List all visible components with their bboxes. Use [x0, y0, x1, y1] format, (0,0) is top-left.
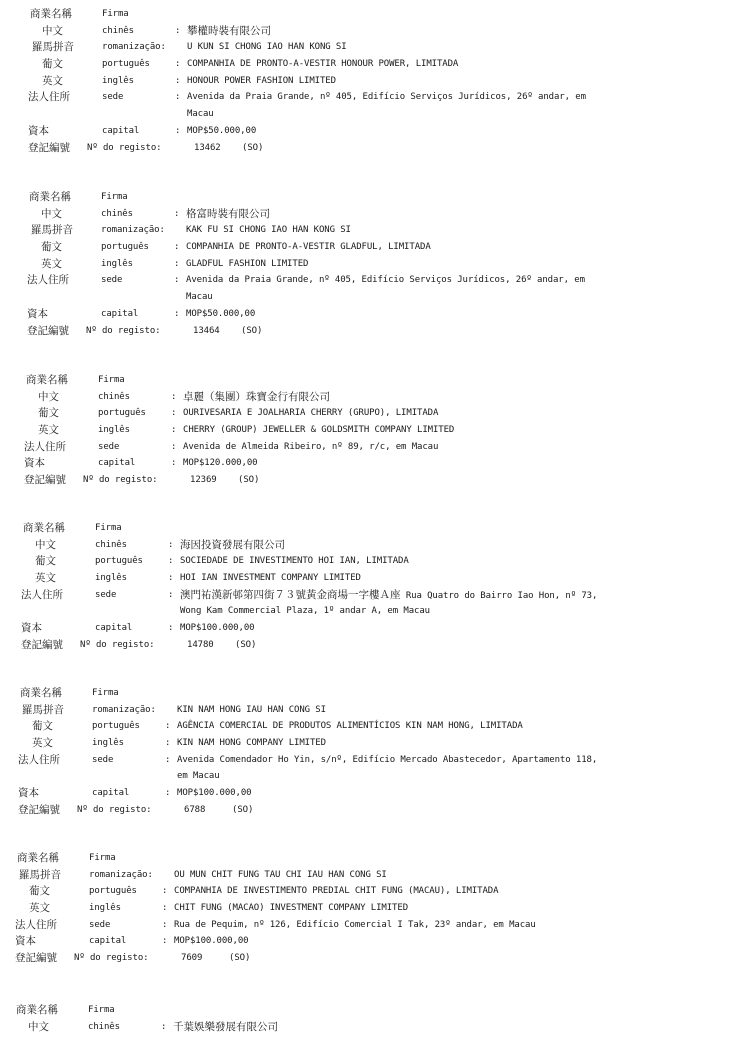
field-colon: : — [171, 391, 177, 402]
field-value — [187, 23, 271, 41]
field-row — [0, 735, 749, 752]
field-row — [0, 752, 749, 769]
field-label-pt: português — [101, 242, 149, 253]
field-row-continuation — [0, 106, 749, 123]
field-label-pt: capital — [101, 308, 139, 319]
firma-row — [0, 685, 749, 702]
field-value-chinese: 海因投資發展有限公司 — [180, 538, 285, 551]
field-label-zh: 英文 — [29, 902, 50, 915]
registo-row — [0, 140, 749, 157]
field-row — [0, 206, 749, 223]
field-colon: : — [168, 556, 174, 567]
field-label-zh: 羅馬拼音 — [19, 868, 61, 881]
company-entry — [0, 520, 749, 654]
registo-number: 13462 — [194, 142, 221, 153]
field-value — [174, 933, 248, 950]
field-colon: : — [171, 441, 177, 452]
registo-number: 14780 — [187, 639, 214, 650]
field-colon: : — [174, 208, 180, 219]
field-label-zh: 法人住所 — [27, 274, 69, 287]
field-value — [186, 272, 585, 289]
field-value-text: AGÊNCIA COMERCIAL DE PRODUTOS ALIMENTÍCIOS KIN NAM HONG, LIMITADA — [177, 721, 523, 732]
registo-row — [0, 950, 749, 967]
firma-label-zh: 商業名稱 — [29, 191, 71, 203]
field-colon: : — [162, 903, 168, 914]
field-value-text: KAK FU SI CHONG IAO HAN KONG SI — [186, 225, 351, 236]
field-row — [0, 933, 749, 950]
field-label-pt: inglês — [95, 573, 127, 584]
company-entry — [0, 372, 749, 489]
field-label-zh: 資本 — [28, 124, 49, 137]
field-row — [0, 553, 749, 570]
field-value — [183, 389, 330, 407]
field-colon: : — [162, 936, 168, 947]
company-entry — [0, 1002, 749, 1035]
field-value — [187, 39, 347, 56]
field-colon: : — [174, 308, 180, 319]
field-row — [0, 702, 749, 719]
field-value — [174, 883, 498, 900]
registo-label-zh: 登記編號 — [28, 141, 70, 154]
field-row — [0, 570, 749, 587]
firma-label-zh: 商業名稱 — [30, 8, 72, 20]
field-value — [174, 900, 408, 917]
field-label-zh: 資本 — [21, 622, 42, 635]
field-row-continuation — [0, 603, 749, 620]
firma-label-pt: Firma — [89, 853, 116, 863]
field-value — [186, 256, 308, 273]
field-colon: : — [171, 425, 177, 436]
field-value — [177, 735, 326, 752]
field-label-pt: português — [102, 59, 150, 70]
registo-label-zh: 登記編號 — [18, 803, 60, 816]
field-label-zh: 中文 — [35, 538, 56, 551]
field-row — [0, 785, 749, 802]
field-value — [177, 752, 597, 769]
registo-label-pt: Nº do registo: — [86, 325, 161, 336]
field-label-pt: sede — [89, 919, 111, 930]
registo-type: (SO) — [229, 953, 251, 964]
field-value — [187, 73, 336, 90]
field-label-pt: inglês — [98, 425, 130, 436]
field-label-zh: 英文 — [38, 424, 59, 437]
registo-type: (SO) — [238, 475, 260, 486]
field-label-pt: romanização: — [102, 42, 166, 53]
field-label-zh: 資本 — [27, 307, 48, 320]
field-row — [0, 1019, 749, 1036]
field-row — [0, 439, 749, 456]
field-label-pt: chinês — [95, 539, 127, 550]
field-colon: : — [161, 1021, 167, 1032]
field-colon: : — [168, 539, 174, 550]
firma-row — [0, 520, 749, 537]
company-entry — [0, 6, 749, 156]
field-row — [0, 56, 749, 73]
field-value-text: OU MUN CHIT FUNG TAU CHI IAU HAN CONG SI — [174, 869, 387, 880]
field-row — [0, 123, 749, 140]
field-label-pt: sede — [95, 589, 117, 600]
field-value — [183, 405, 438, 422]
field-value-text: CHERRY (GROUP) JEWELLER & GOLDSMITH COMPANY LIMITED — [183, 425, 455, 436]
field-value-continued: Macau — [186, 292, 213, 303]
field-value-chinese: 澳門祐漢新邨第四街７３號黃金商場一字樓Ａ座 — [180, 588, 401, 601]
field-label-zh: 葡文 — [41, 241, 62, 254]
field-value — [180, 537, 285, 555]
firma-label-pt: Firma — [98, 375, 125, 385]
field-row — [0, 883, 749, 900]
field-row — [0, 900, 749, 917]
field-value — [187, 123, 256, 140]
field-label-zh: 資本 — [18, 787, 39, 800]
firma-label-pt: Firma — [102, 9, 129, 19]
field-row — [0, 867, 749, 884]
field-value-text: Avenida da Praia Grande, nº 405, Edifício Serviços Jurídicos, 26º andar, em — [187, 92, 586, 103]
field-label-pt: romanização: — [92, 704, 156, 715]
field-label-zh: 葡文 — [29, 885, 50, 898]
field-value-text: MOP$100.000,00 — [180, 623, 255, 634]
firma-row — [0, 1002, 749, 1019]
field-label-zh: 法人住所 — [15, 918, 57, 931]
field-value-continued: em Macau — [177, 771, 220, 782]
registo-number: 13464 — [193, 325, 220, 336]
field-value-text: COMPANHIA DE INVESTIMENTO PREDIAL CHIT FUNG (MACAU), LIMITADA — [174, 886, 499, 897]
registo-number: 12369 — [190, 475, 217, 486]
field-colon: : — [175, 75, 181, 86]
field-label-zh: 羅馬拼音 — [32, 41, 74, 54]
field-colon: : — [171, 408, 177, 419]
field-label-zh: 資本 — [15, 935, 36, 948]
field-value-continued: Macau — [187, 109, 214, 120]
field-row — [0, 256, 749, 273]
field-value — [180, 553, 409, 570]
field-value — [177, 702, 326, 719]
registo-row — [0, 637, 749, 654]
field-colon: : — [174, 258, 180, 269]
field-label-pt: inglês — [102, 75, 134, 86]
field-label-pt: romanização: — [89, 869, 153, 880]
field-row — [0, 89, 749, 106]
field-value — [180, 587, 597, 605]
field-value-continued: Wong Kam Commercial Plaza, 1º andar A, em Macau — [180, 606, 430, 617]
field-row — [0, 23, 749, 40]
field-label-pt: inglês — [92, 738, 124, 749]
field-row — [0, 718, 749, 735]
field-value-text: KIN NAM HONG COMPANY LIMITED — [177, 738, 326, 749]
field-label-zh: 資本 — [24, 457, 45, 470]
company-entry — [0, 685, 749, 819]
field-value-text: MOP$100.000,00 — [177, 788, 252, 799]
firma-label-zh: 商業名稱 — [26, 374, 68, 386]
field-label-zh: 中文 — [42, 24, 63, 37]
field-label-zh: 葡文 — [38, 407, 59, 420]
field-label-zh: 英文 — [41, 257, 62, 270]
registo-row — [0, 802, 749, 819]
field-value-chinese: 千葉娛樂發展有限公司 — [173, 1020, 278, 1033]
field-row — [0, 39, 749, 56]
field-value — [183, 455, 257, 472]
registo-number: 6788 — [184, 804, 206, 815]
registo-label-zh: 登記編號 — [24, 474, 66, 487]
field-value-text: MOP$100.000,00 — [174, 936, 249, 947]
field-row — [0, 222, 749, 239]
firma-label-pt: Firma — [95, 523, 122, 533]
field-value — [187, 56, 458, 73]
field-value-text: CHIT FUNG (MACAO) INVESTMENT COMPANY LIMITED — [174, 903, 409, 914]
field-row-continuation — [0, 768, 749, 785]
registo-row — [0, 323, 749, 340]
firma-row — [0, 6, 749, 23]
field-colon: : — [165, 721, 171, 732]
registo-label-pt: Nº do registo: — [77, 804, 152, 815]
field-row — [0, 306, 749, 323]
field-label-pt: português — [92, 721, 140, 732]
field-label-zh: 英文 — [35, 572, 56, 585]
field-label-zh: 英文 — [42, 74, 63, 87]
firma-label-zh: 商業名稱 — [23, 522, 65, 534]
field-colon: : — [165, 754, 171, 765]
field-value — [186, 306, 255, 323]
field-row — [0, 537, 749, 554]
field-value — [183, 439, 438, 456]
registo-label-pt: Nº do registo: — [87, 142, 162, 153]
registo-label-pt: Nº do registo: — [83, 475, 158, 486]
field-value-chinese: 卓麗（集團）珠寶金行有限公司 — [183, 390, 330, 403]
firma-row — [0, 189, 749, 206]
field-row — [0, 620, 749, 637]
field-colon: : — [175, 25, 181, 36]
field-label-pt: sede — [101, 275, 123, 286]
field-value-text: SOCIEDADE DE INVESTIMENTO HOI IAN, LIMITADA — [180, 556, 409, 567]
field-label-pt: inglês — [101, 258, 133, 269]
field-colon: : — [165, 788, 171, 799]
field-colon: : — [174, 275, 180, 286]
field-label-pt: português — [95, 556, 143, 567]
field-value-text: MOP$120.000,00 — [183, 458, 258, 469]
firma-label-pt: Firma — [101, 192, 128, 202]
field-label-zh: 中文 — [41, 207, 62, 220]
field-label-pt: capital — [92, 788, 130, 799]
registo-number: 7609 — [181, 953, 203, 964]
field-label-pt: chinês — [102, 25, 134, 36]
field-colon: : — [168, 589, 174, 600]
field-colon: : — [162, 886, 168, 897]
field-value-text: Avenida Comendador Ho Yin, s/nº, Edifício Mercado Abastecedor, Apartamento 118, — [177, 754, 598, 765]
field-label-pt: português — [98, 408, 146, 419]
field-value-text: GLADFUL FASHION LIMITED — [186, 258, 309, 269]
field-label-zh: 中文 — [28, 1020, 49, 1033]
field-label-zh: 葡文 — [35, 555, 56, 568]
field-value-text: Avenida da Praia Grande, nº 405, Edifício Serviços Jurídicos, 26º andar, em — [186, 275, 585, 286]
field-label-zh: 法人住所 — [28, 91, 70, 104]
field-value — [174, 867, 387, 884]
field-value-text: Rua de Pequim, nº 126, Edifício Comercial I Tak, 23º andar, em Macau — [174, 919, 536, 930]
field-value — [177, 718, 523, 735]
field-label-pt: português — [89, 886, 137, 897]
field-value-text: COMPANHIA DE PRONTO-A-VESTIR GLADFUL, LIMITADA — [186, 242, 431, 253]
field-value — [173, 1019, 278, 1037]
field-label-zh: 羅馬拼音 — [31, 224, 73, 237]
registo-type: (SO) — [241, 325, 263, 336]
field-colon: : — [171, 458, 177, 469]
field-label-zh: 法人住所 — [24, 440, 66, 453]
field-colon: : — [175, 92, 181, 103]
field-label-pt: inglês — [89, 903, 121, 914]
field-value-text: OURIVESARIA E JOALHARIA CHERRY (GRUPO), LIMITADA — [183, 408, 439, 419]
field-value-text: U KUN SI CHONG IAO HAN KONG SI — [187, 42, 347, 53]
field-label-zh: 英文 — [32, 737, 53, 750]
field-value-text: MOP$50.000,00 — [186, 308, 256, 319]
field-label-pt: chinês — [88, 1021, 120, 1032]
field-colon: : — [175, 125, 181, 136]
field-row — [0, 73, 749, 90]
field-label-pt: chinês — [101, 208, 133, 219]
field-label-pt: sede — [102, 92, 124, 103]
firma-label-pt: Firma — [92, 688, 119, 698]
field-value — [180, 570, 361, 587]
field-row — [0, 272, 749, 289]
field-row — [0, 422, 749, 439]
field-label-pt: sede — [98, 441, 120, 452]
field-value-text: Avenida de Almeida Ribeiro, nº 89, r/c, em Macau — [183, 441, 439, 452]
registo-label-zh: 登記編號 — [27, 324, 69, 337]
company-entry — [0, 189, 749, 339]
registo-type: (SO) — [232, 804, 254, 815]
field-value — [177, 785, 251, 802]
registo-type: (SO) — [242, 142, 264, 153]
field-label-zh: 葡文 — [32, 720, 53, 733]
field-label-zh: 葡文 — [42, 58, 63, 71]
field-value — [187, 89, 586, 106]
field-label-pt: capital — [95, 623, 133, 634]
registo-type: (SO) — [235, 639, 257, 650]
registo-row — [0, 472, 749, 489]
field-colon: : — [165, 738, 171, 749]
field-row — [0, 587, 749, 604]
registo-label-zh: 登記編號 — [15, 952, 57, 965]
field-colon: : — [174, 242, 180, 253]
field-label-zh: 法人住所 — [21, 588, 63, 601]
field-label-pt: romanização: — [101, 225, 165, 236]
field-value — [174, 917, 536, 934]
field-value-chinese: 格富時裝有限公司 — [186, 207, 270, 220]
field-label-pt: chinês — [98, 391, 130, 402]
field-value — [186, 222, 351, 239]
firma-label-zh: 商業名稱 — [20, 687, 62, 699]
field-label-pt: sede — [92, 754, 114, 765]
field-row — [0, 455, 749, 472]
field-row-continuation — [0, 289, 749, 306]
field-label-zh: 法人住所 — [18, 753, 60, 766]
field-label-pt: capital — [98, 458, 136, 469]
field-value — [186, 239, 431, 256]
field-value — [183, 422, 454, 439]
field-value-text: COMPANHIA DE PRONTO-A-VESTIR HONOUR POWER, LIMITADA — [187, 59, 459, 70]
field-value — [180, 620, 254, 637]
field-colon: : — [168, 623, 174, 634]
company-entry — [0, 850, 749, 967]
field-value-text: MOP$50.000,00 — [187, 125, 257, 136]
field-value — [186, 206, 270, 224]
field-label-pt: capital — [89, 936, 127, 947]
firma-row — [0, 372, 749, 389]
registo-label-pt: Nº do registo: — [74, 953, 149, 964]
field-row — [0, 389, 749, 406]
field-label-zh: 羅馬拼音 — [22, 703, 64, 716]
field-colon: : — [168, 573, 174, 584]
firma-label-pt: Firma — [88, 1005, 115, 1015]
registo-label-pt: Nº do registo: — [80, 639, 155, 650]
field-colon: : — [162, 919, 168, 930]
field-value-text: HONOUR POWER FASHION LIMITED — [187, 75, 336, 86]
field-row — [0, 917, 749, 934]
registo-label-zh: 登記編號 — [21, 638, 63, 651]
field-label-zh: 中文 — [38, 390, 59, 403]
field-value-text: KIN NAM HONG IAU HAN CONG SI — [177, 704, 326, 715]
firma-label-zh: 商業名稱 — [16, 1004, 58, 1016]
field-row — [0, 239, 749, 256]
firma-label-zh: 商業名稱 — [17, 852, 59, 864]
field-label-pt: capital — [102, 125, 140, 136]
field-value-text: HOI IAN INVESTMENT COMPANY LIMITED — [180, 573, 361, 584]
field-value-latin: Rua Quatro do Bairro Iao Hon, nº 73, — [400, 590, 598, 601]
field-value-chinese: 攀權時裝有限公司 — [187, 24, 271, 37]
field-row — [0, 405, 749, 422]
firma-row — [0, 850, 749, 867]
field-colon: : — [175, 59, 181, 70]
